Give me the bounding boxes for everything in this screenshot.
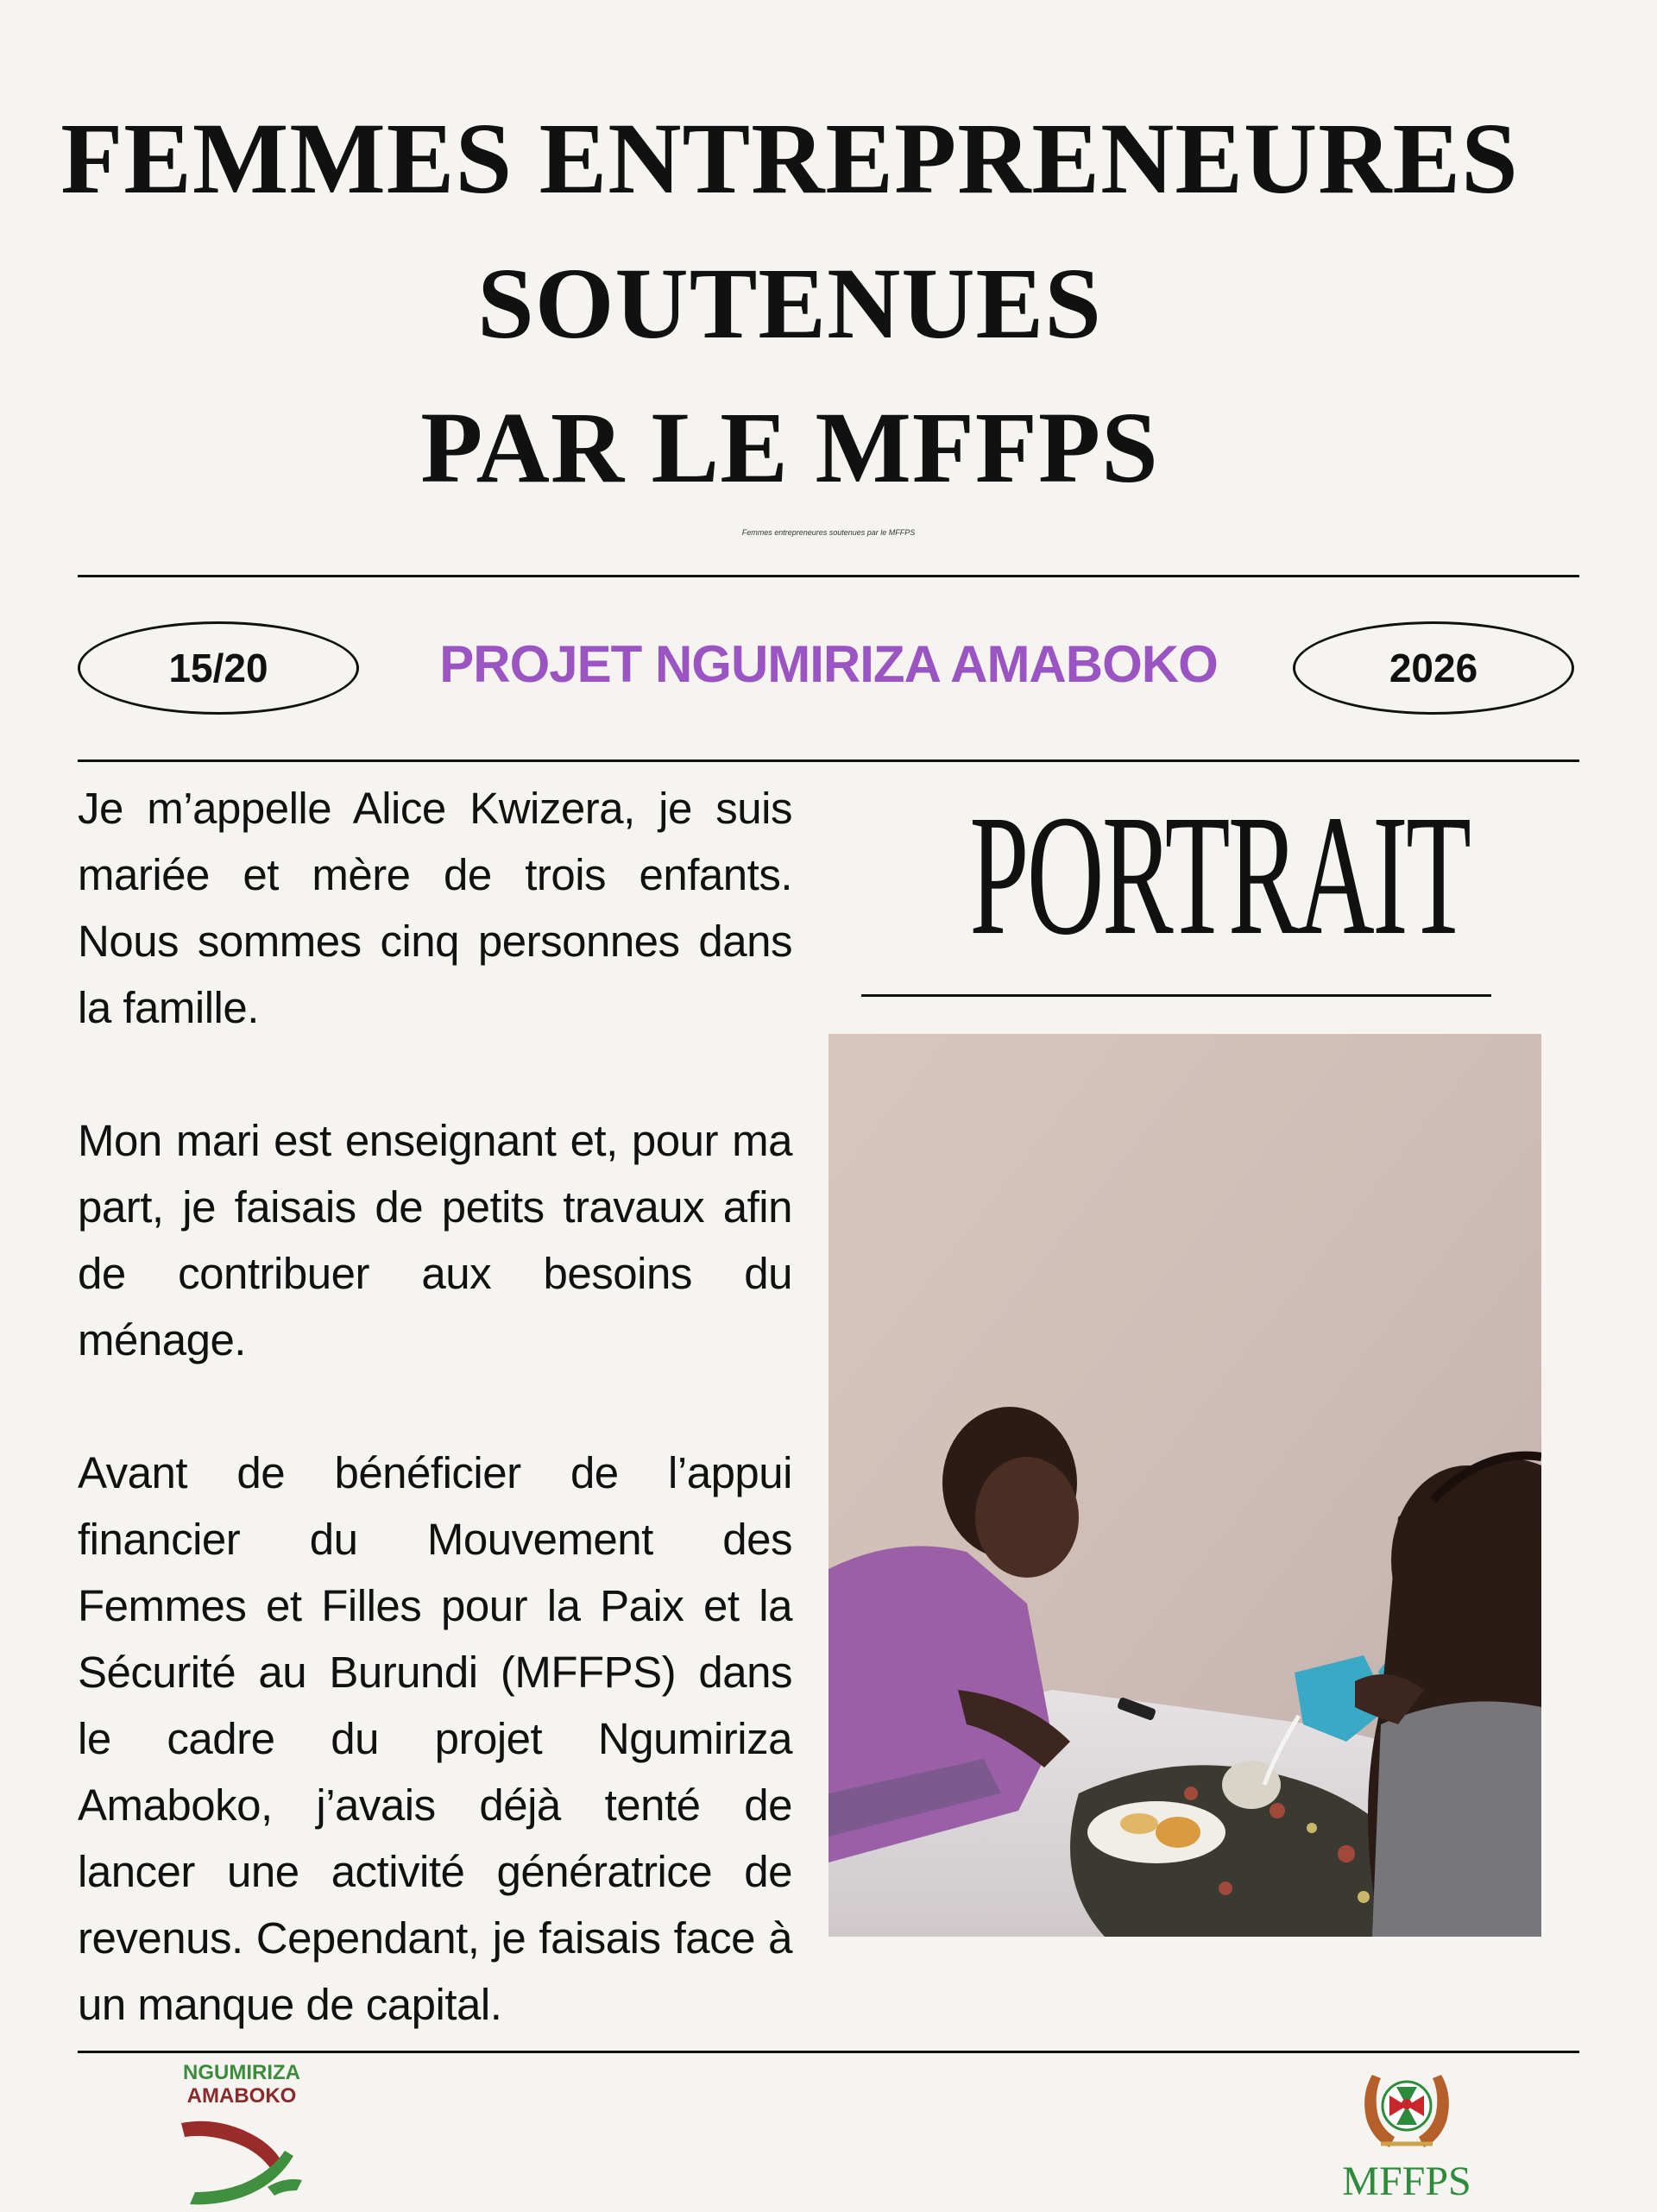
hands-icon — [164, 2108, 319, 2208]
portrait-underline — [861, 994, 1491, 997]
mffps-emblem-icon — [1355, 2061, 1459, 2158]
divider-bottom — [78, 2051, 1579, 2053]
subtitle-caption: Femmes entrepreneures soutenues par le MFFPS — [741, 528, 916, 537]
portrait-photo-illustration — [828, 1034, 1541, 1937]
project-title: PROJET NGUMIRIZA AMABOKO — [439, 635, 1218, 693]
headline-line-3: PAR LE MFFPS — [420, 391, 1159, 504]
mffps-logo-text: MFFPS — [1342, 2158, 1471, 2204]
article-body — [78, 775, 792, 2038]
portrait-photo — [828, 1034, 1541, 1937]
headline-line-1: FEMMES ENTREPRENEURES — [60, 102, 1519, 215]
ngumiriza-amaboko-logo — [164, 2061, 319, 2209]
year-badge: 2026 — [1293, 621, 1574, 715]
mffps-logo — [1320, 2061, 1493, 2209]
divider-middle — [78, 759, 1579, 762]
logo-left-line2: AMABOKO — [186, 2084, 297, 2108]
article-paragraph-1: Je m’appelle Alice Kwizera, je suis mariée et mère de trois enfants. Nous sommes cinq personnes dans la famille. — [78, 784, 792, 1032]
article-paragraph-3: Avant de bénéficier de l’appui financier du Mouvement des Femmes et Filles pour la Paix et la Sécurité au Burundi (MFFPS) dans le cadre du projet Ngumiriza Amaboko, j’avais déjà tenté de lancer une activité génératrice de revenus. Cependant, je faisais face à un manque de capital. — [78, 1448, 792, 2029]
article-paragraph-2: Mon mari est enseignant et, pour ma part, je faisais de petits travaux afin de contribuer aux besoins du ménage. — [78, 1116, 792, 1364]
issue-number-badge: 15/20 — [78, 621, 359, 715]
headline-line-2: SOUTENUES — [477, 247, 1102, 360]
portrait-heading: PORTRAIT — [969, 780, 1470, 971]
logo-left-line1: NGUMIRIZA — [183, 2061, 300, 2084]
divider-top — [78, 575, 1579, 577]
